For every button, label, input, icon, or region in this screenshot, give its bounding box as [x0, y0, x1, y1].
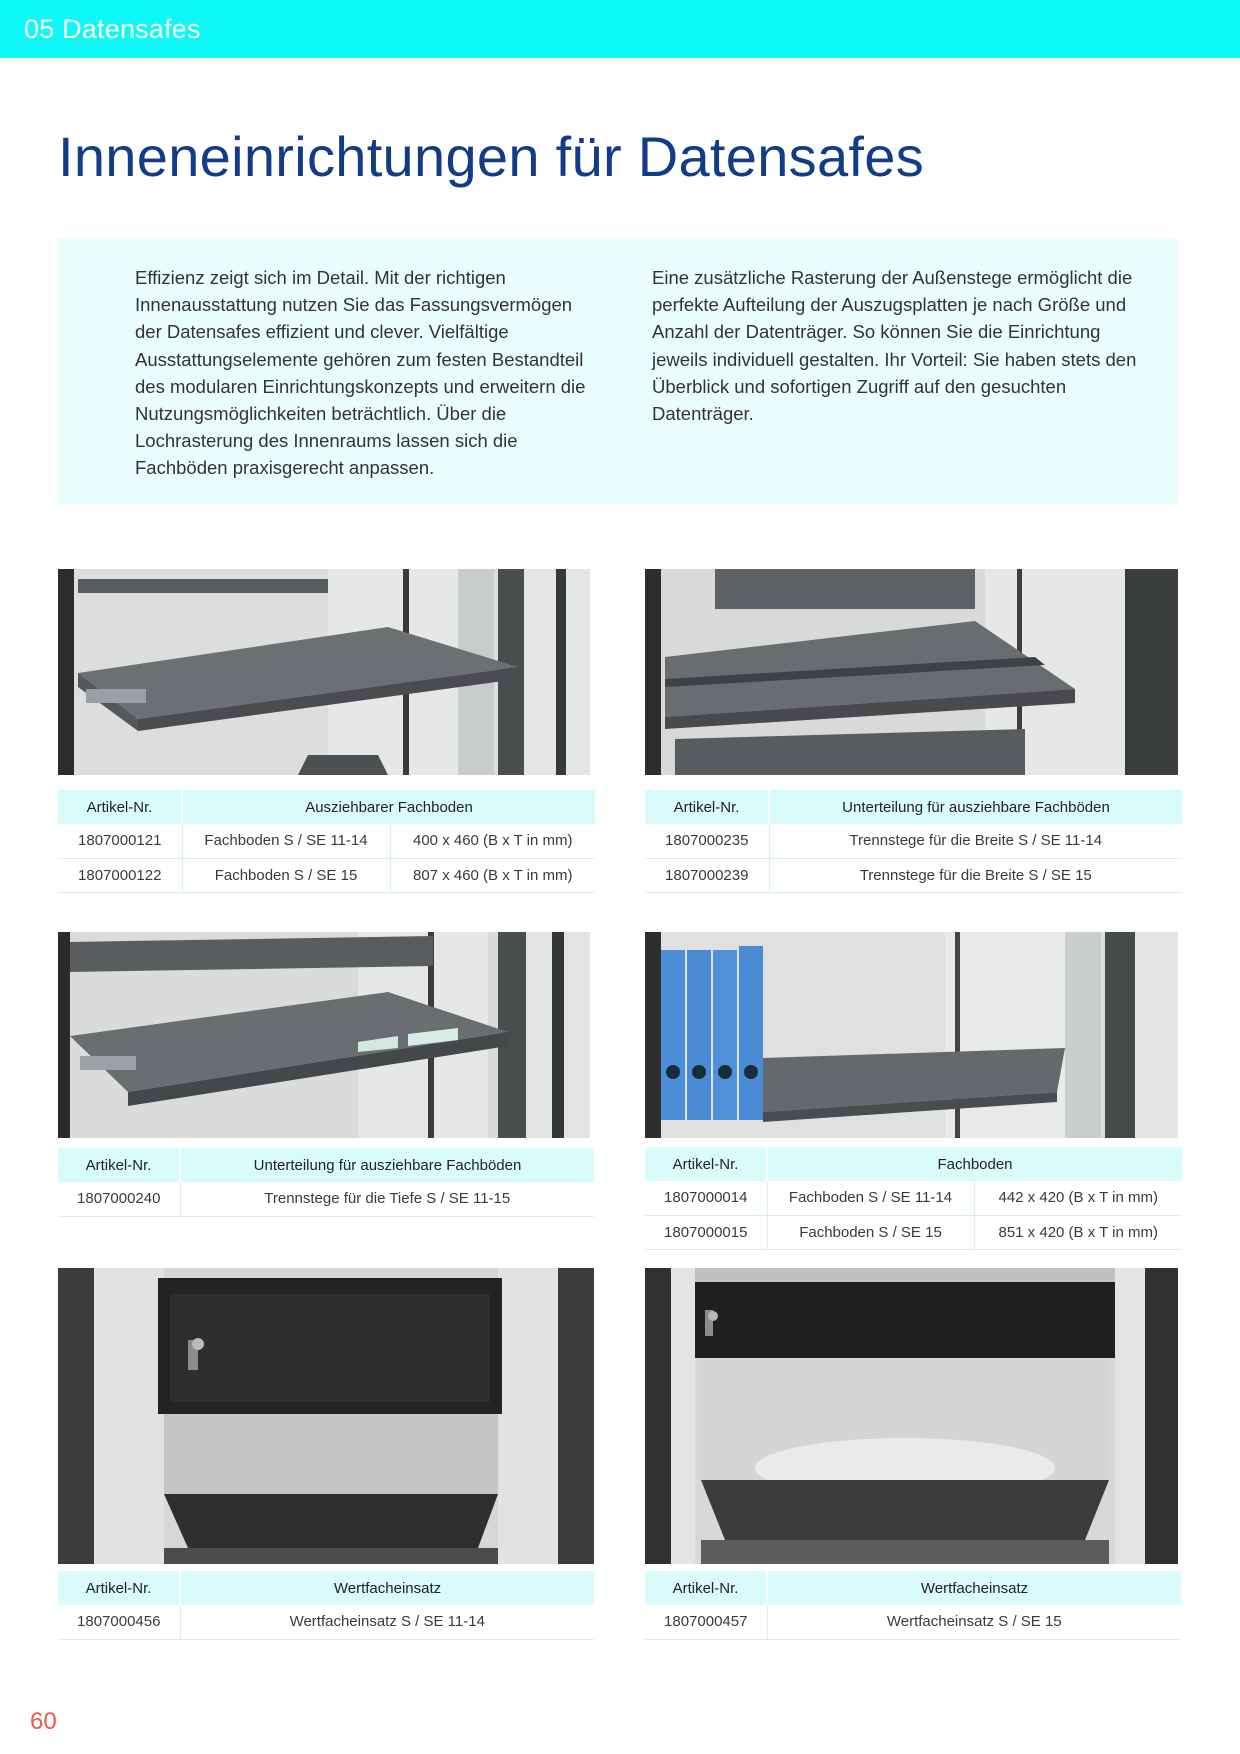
product-name: Trennstege für die Tiefe S / SE 11-15	[180, 1182, 594, 1216]
page-title: Inneneinrichtungen für Datensafes	[58, 125, 925, 188]
article-number: 1807000121	[58, 824, 182, 858]
product-dimensions: 442 x 420 (B x T in mm)	[974, 1181, 1182, 1215]
article-number: 1807000235	[645, 824, 769, 858]
column-header-article-nr: Artikel-Nr.	[645, 1147, 767, 1181]
table-fixed-shelf	[645, 1147, 1182, 1250]
table-row	[645, 858, 1182, 892]
column-header-product: Wertfacheinsatz	[180, 1571, 594, 1605]
product-name: Fachboden S / SE 11-14	[182, 824, 390, 858]
table-row	[645, 1605, 1181, 1639]
table-row	[645, 824, 1182, 858]
table-row	[58, 858, 595, 892]
column-header-article-nr: Artikel-Nr.	[645, 1571, 767, 1605]
product-name: Fachboden S / SE 11-14	[767, 1181, 974, 1215]
column-header-article-nr: Artikel-Nr.	[645, 790, 769, 824]
article-number: 1807000014	[645, 1181, 767, 1215]
intro-box	[58, 238, 1178, 504]
section-header-bar	[0, 0, 1240, 58]
article-number: 1807000240	[58, 1182, 180, 1216]
column-header-product: Ausziehbarer Fachboden	[182, 790, 595, 824]
article-number: 1807000457	[645, 1605, 767, 1639]
product-name: Wertfacheinsatz S / SE 11-14	[180, 1605, 594, 1639]
photo-depth-dividers	[58, 932, 590, 1138]
photo-pullout-shelf	[58, 569, 590, 775]
photo-width-dividers	[645, 569, 1178, 775]
table-value-compartment-large	[645, 1571, 1181, 1640]
intro-text-right: Eine zusätzliche Rasterung der Außenstege ermöglicht die perfekte Aufteilung der Auszugsplatten je nach Größe und Anzahl der Datenträger. So können Sie die Einrichtung jeweils individuell gestalten. Ihr Vorteil: Sie haben stets den Überblick und sofortigen Zugriff auf den gesuchten Datenträger.	[652, 267, 1137, 425]
page-number: 60	[30, 1708, 57, 1735]
table-row	[645, 1181, 1182, 1215]
photo-value-compartment-large	[645, 1268, 1178, 1564]
table-depth-dividers	[58, 1148, 594, 1217]
product-name: Trennstege für die Breite S / SE 11-14	[769, 824, 1182, 858]
article-number: 1807000122	[58, 858, 182, 892]
product-name: Fachboden S / SE 15	[182, 858, 390, 892]
article-number: 1807000239	[645, 858, 769, 892]
table-row	[58, 824, 595, 858]
table-value-compartment-small	[58, 1571, 594, 1640]
section-label: 05 Datensafes	[24, 14, 201, 44]
table-width-dividers	[645, 790, 1182, 893]
article-number: 1807000456	[58, 1605, 180, 1639]
product-dimensions: 400 x 460 (B x T in mm)	[390, 824, 595, 858]
table-pullout-shelf	[58, 790, 595, 893]
product-dimensions: 851 x 420 (B x T in mm)	[974, 1215, 1182, 1249]
column-header-article-nr: Artikel-Nr.	[58, 1148, 180, 1182]
table-row	[58, 1182, 594, 1216]
intro-text-left: Effizienz zeigt sich im Detail. Mit der richtigen Innenausstattung nutzen Sie das Fassungsvermögen der Datensafes effizient und clever. Vielfältige Ausstattungselemente gehören zum festen Bestandteil des modularen Einrichtungskonzepts und erweitern die Nutzungsmöglichkeiten beträchtlich. Über die Lochrasterung des Innenraums lassen sich die Fachböden praxisgerecht anpassen.	[135, 267, 586, 479]
column-header-article-nr: Artikel-Nr.	[58, 1571, 180, 1605]
product-name: Wertfacheinsatz S / SE 15	[767, 1605, 1181, 1639]
product-dimensions: 807 x 460 (B x T in mm)	[390, 858, 595, 892]
column-header-product: Unterteilung für ausziehbare Fachböden	[769, 790, 1182, 824]
photo-value-compartment-small	[58, 1268, 594, 1564]
column-header-product: Wertfacheinsatz	[767, 1571, 1181, 1605]
article-number: 1807000015	[645, 1215, 767, 1249]
product-name: Trennstege für die Breite S / SE 15	[769, 858, 1182, 892]
table-row	[645, 1215, 1182, 1249]
photo-fixed-shelf	[645, 932, 1178, 1138]
column-header-product: Unterteilung für ausziehbare Fachböden	[180, 1148, 594, 1182]
product-name: Fachboden S / SE 15	[767, 1215, 974, 1249]
column-header-product: Fachboden	[767, 1147, 1182, 1181]
table-row	[58, 1605, 594, 1639]
column-header-article-nr: Artikel-Nr.	[58, 790, 182, 824]
